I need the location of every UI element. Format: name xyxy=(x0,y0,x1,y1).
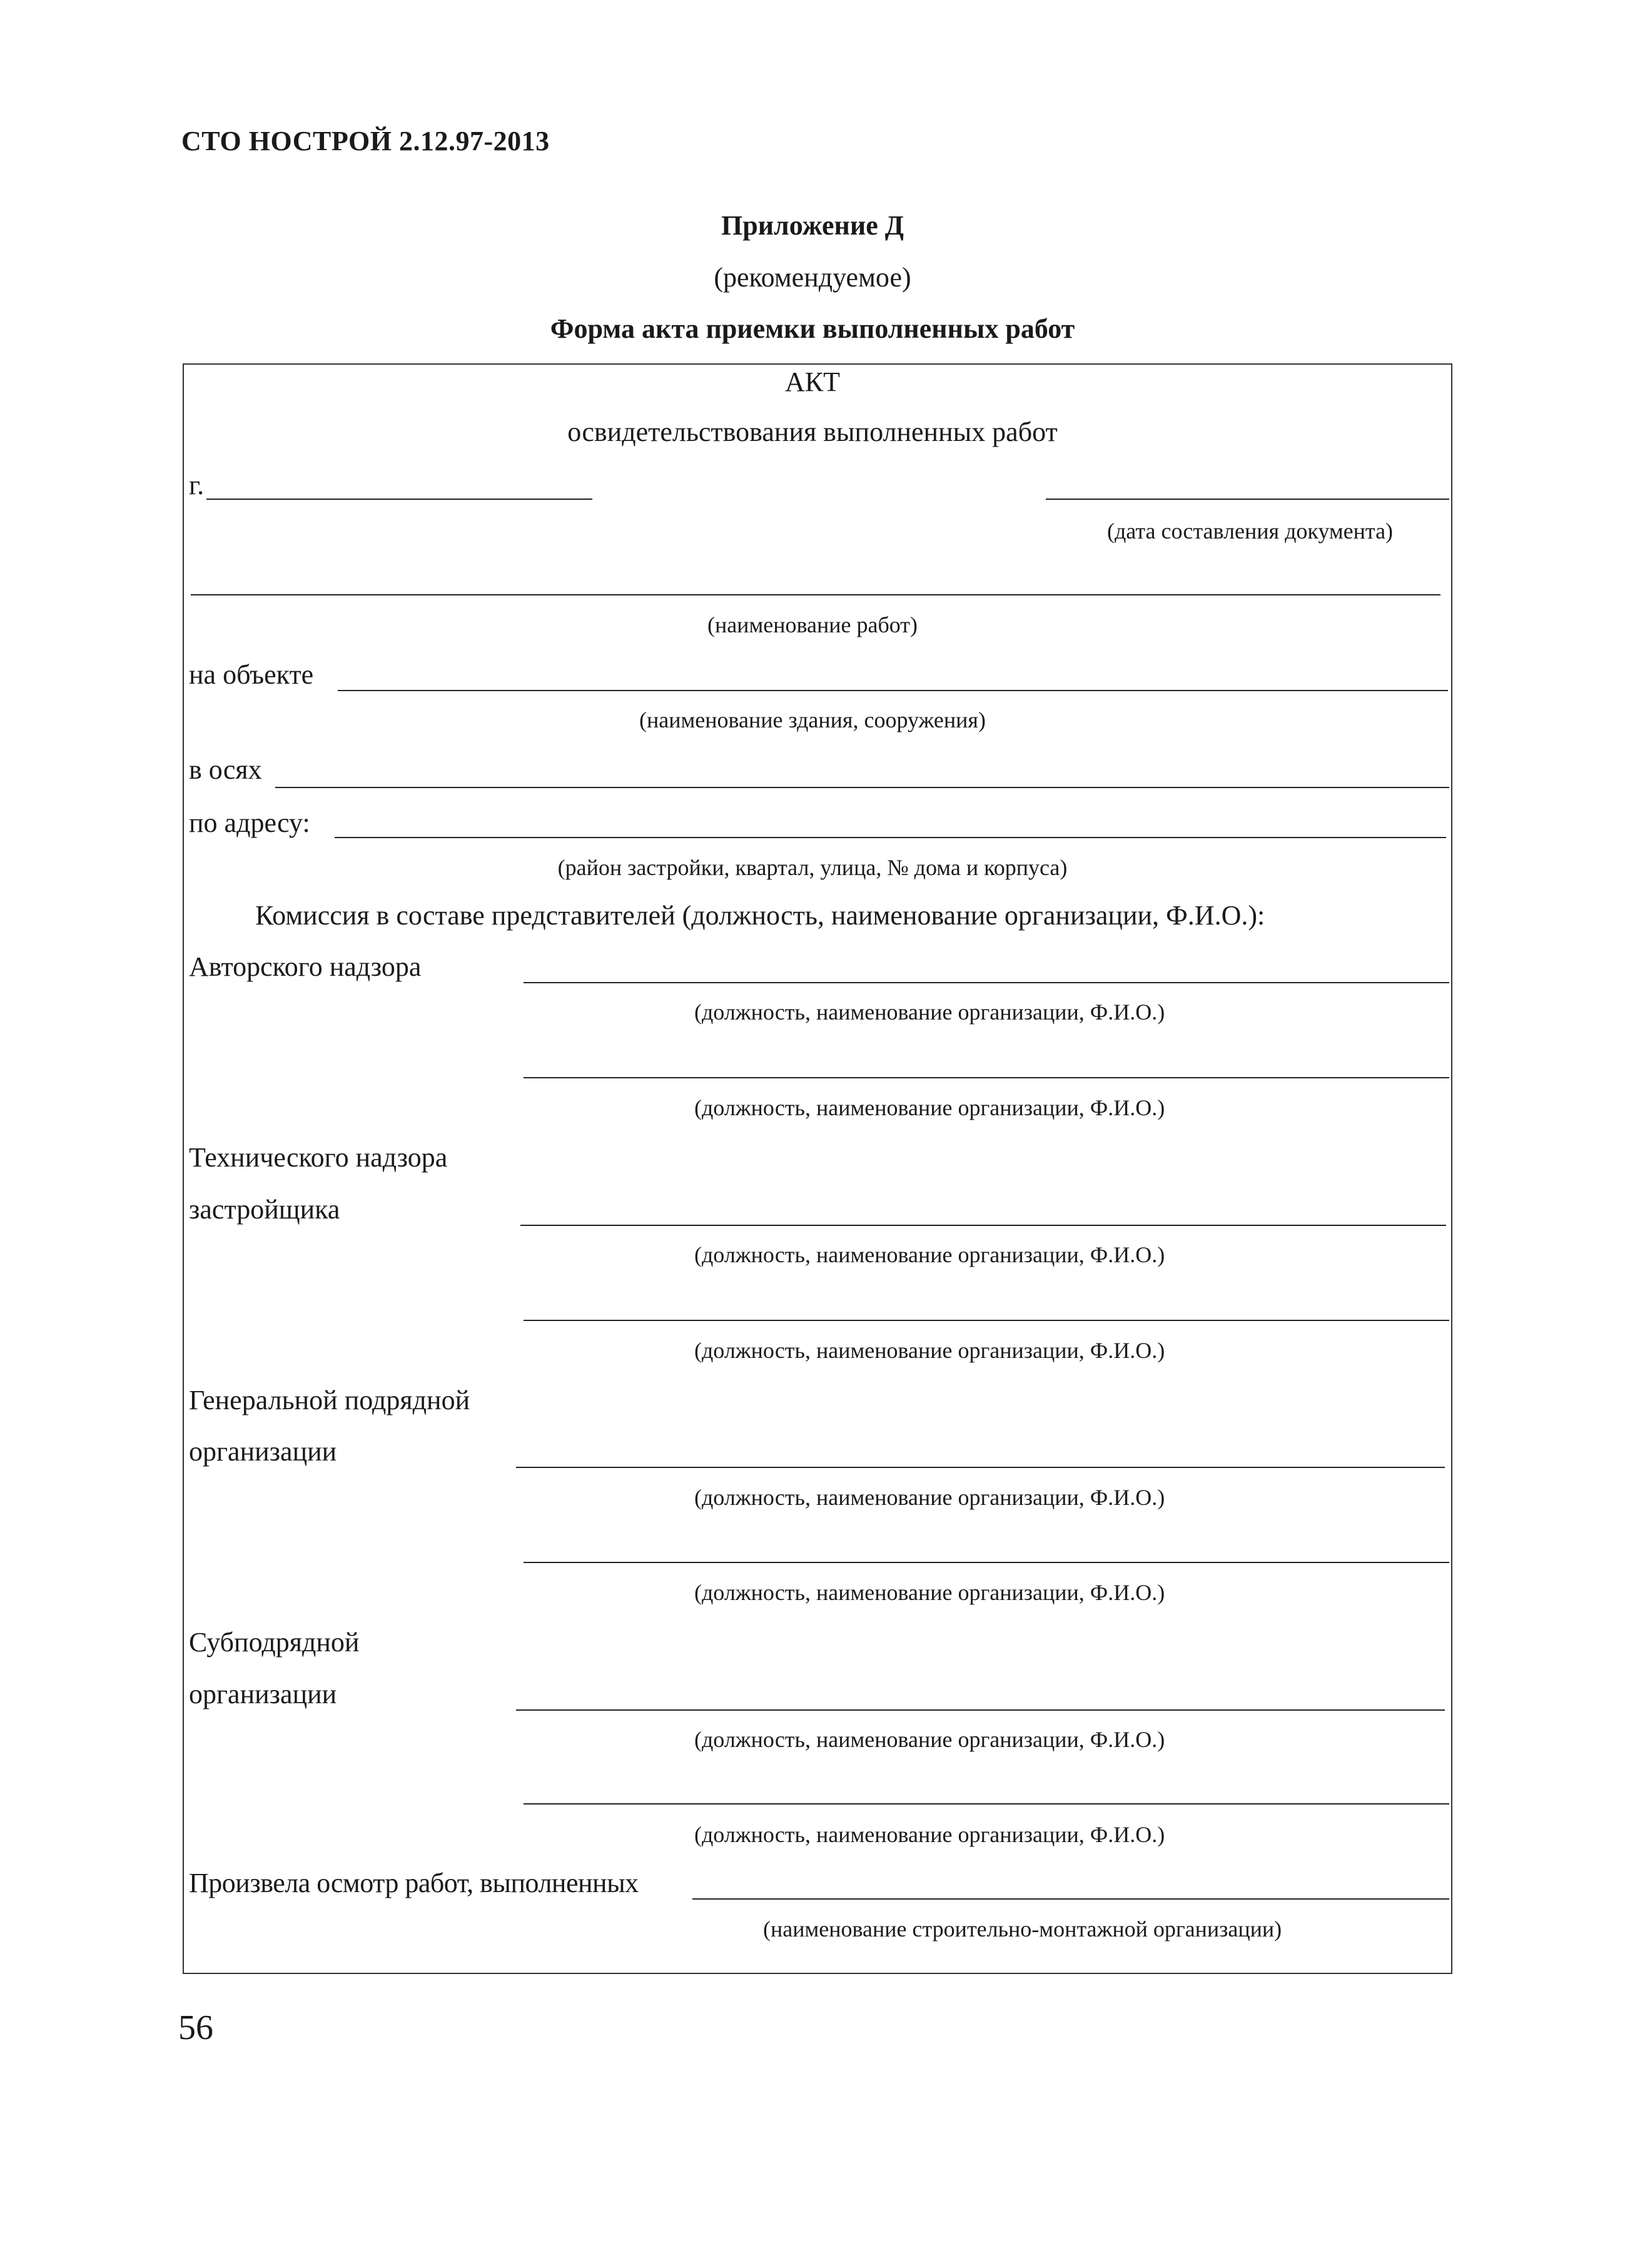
general-rep-2-field[interactable] xyxy=(524,1562,1449,1563)
address-field[interactable] xyxy=(335,837,1446,838)
rep-caption: (должность, наименование организации, Ф.И.О.) xyxy=(694,1095,1165,1120)
author-supervision-label: Авторского надзора xyxy=(189,951,422,982)
rep-caption: (должность, наименование организации, Ф.И.О.) xyxy=(694,1580,1165,1605)
subcontractor-label: Субподрядной xyxy=(189,1627,360,1658)
inspection-org-field[interactable] xyxy=(692,1898,1449,1900)
author-rep-1-field[interactable] xyxy=(524,982,1449,983)
address-label: по адресу: xyxy=(189,807,310,838)
city-field[interactable] xyxy=(206,499,592,500)
page-number: 56 xyxy=(178,2008,213,2047)
org-caption: (наименование строительно-монтажной организации) xyxy=(763,1916,1282,1941)
appendix-status: (рекомендуемое) xyxy=(714,262,911,293)
object-field[interactable] xyxy=(338,690,1448,691)
sub-rep-1-field[interactable] xyxy=(516,1709,1445,1711)
object-label: на объекте xyxy=(189,659,314,690)
tech-rep-2-field[interactable] xyxy=(524,1320,1449,1321)
axes-field[interactable] xyxy=(275,787,1449,788)
date-field[interactable] xyxy=(1046,499,1449,500)
general-contractor-label-2: организации xyxy=(189,1436,337,1467)
tech-supervision-label-2: застройщика xyxy=(189,1194,340,1225)
form-title: Форма акта приемки выполненных работ xyxy=(550,313,1075,344)
tech-supervision-label: Технического надзора xyxy=(189,1142,448,1173)
author-rep-2-field[interactable] xyxy=(524,1077,1449,1078)
city-label: г. xyxy=(189,470,205,500)
object-caption: (наименование здания, сооружения) xyxy=(639,707,986,732)
axes-label: в осях xyxy=(189,754,262,785)
works-name-field[interactable] xyxy=(191,594,1440,595)
rep-caption: (должность, наименование организации, Ф.И.О.) xyxy=(694,1000,1165,1025)
commission-intro: Комиссия в составе представителей (должность, наименование организации, Ф.И.О.): xyxy=(255,900,1265,931)
date-caption: (дата составления документа) xyxy=(1107,519,1394,544)
subcontractor-label-2: организации xyxy=(189,1679,337,1709)
standard-code: СТО НОСТРОЙ 2.12.97-2013 xyxy=(181,126,550,156)
rep-caption: (должность, наименование организации, Ф.И.О.) xyxy=(694,1485,1165,1510)
rep-caption: (должность, наименование организации, Ф.И.О.) xyxy=(694,1822,1165,1847)
sub-rep-2-field[interactable] xyxy=(524,1803,1449,1805)
act-title: АКТ xyxy=(785,367,840,397)
tech-rep-1-field[interactable] xyxy=(520,1225,1446,1226)
rep-caption: (должность, наименование организации, Ф.И.О.) xyxy=(694,1338,1165,1363)
works-caption: (наименование работ) xyxy=(707,612,918,637)
general-contractor-label: Генеральной подрядной xyxy=(189,1385,470,1415)
general-rep-1-field[interactable] xyxy=(516,1467,1445,1468)
rep-caption: (должность, наименование организации, Ф.И.О.) xyxy=(694,1727,1165,1752)
appendix-title: Приложение Д xyxy=(721,210,904,241)
rep-caption: (должность, наименование организации, Ф.И.О.) xyxy=(694,1242,1165,1267)
act-subtitle: освидетельствования выполненных работ xyxy=(567,417,1058,447)
inspection-label: Произвела осмотр работ, выполненных xyxy=(189,1868,639,1898)
address-caption: (район застройки, квартал, улица, № дома и корпуса) xyxy=(557,855,1068,880)
